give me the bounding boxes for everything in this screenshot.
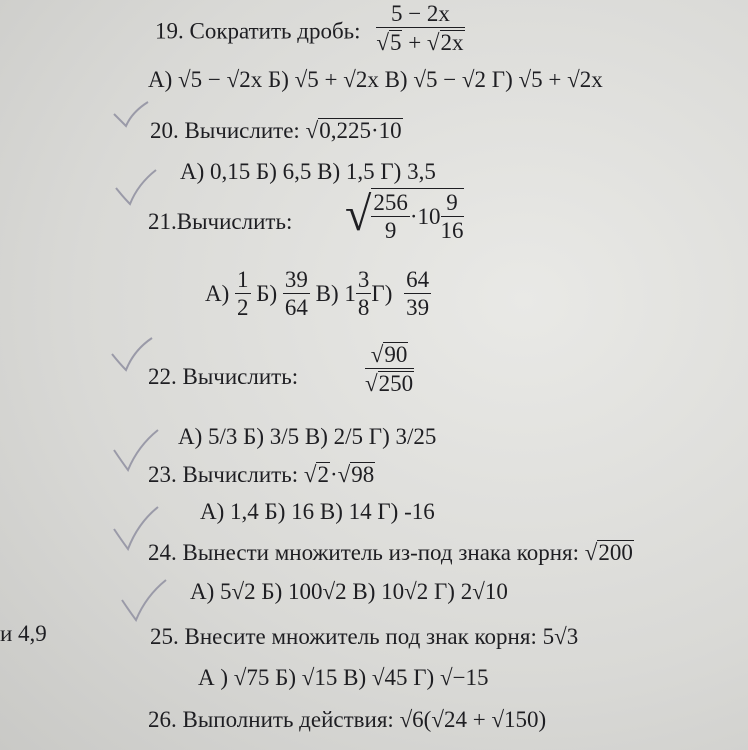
numerator: 256: [373, 190, 408, 215]
question-23: 23. Вычислить: √2·√98: [148, 462, 375, 487]
radicand: 0,225·10: [319, 118, 402, 143]
question-title: 24. Вынести множитель из-под знака корня:: [148, 540, 579, 565]
side-note: и 4,9: [0, 621, 47, 646]
answers-20: А) 0,15 Б) 6,5 В) 1,5 Г) 3,5: [180, 159, 436, 184]
answers-23: А) 1,4 Б) 16 В) 14 Г) -16: [200, 499, 435, 524]
question-24: 24. Вынести множитель из-под знака корня: √200: [148, 540, 633, 565]
question-21-expr: √ $\frac{256}{9}$ ·10 $\frac{9}{16}$: [345, 188, 464, 243]
question-21-title: 21.Вычислить:: [148, 209, 293, 234]
question-22-title: 22. Вычислить:: [148, 364, 299, 389]
check-mark-icon: [112, 168, 158, 208]
check-mark-icon: [110, 100, 150, 130]
question-20: 20. Вычислите: √0,225·10: [150, 118, 402, 143]
fraction: [376, 2, 464, 54]
expression: 5√3: [542, 624, 579, 649]
question-title: 23. Вычислить:: [148, 462, 299, 487]
numerator: 9: [446, 190, 458, 215]
question-22-expr: $\frac{√90}{√250}$: [365, 342, 414, 396]
check-mark-icon: [118, 578, 168, 624]
expression: √6(√24 + √150): [399, 707, 547, 732]
answers-19: А) √5 − √2x Б) √5 + √2x В) √5 − √2 Г) √5 + √2x: [148, 67, 603, 92]
question-title: 25. Внесите множитель под знак корня:: [150, 624, 537, 649]
question-title: 19. Сократить дробь:: [155, 18, 361, 44]
answers-25: А ) √75 Б) √15 В) √45 Г) √−15: [198, 665, 489, 690]
denominator: 250: [378, 371, 414, 396]
question-26: [148, 708, 546, 731]
question-title: 20. Вычислите:: [150, 118, 300, 143]
numerator: 90: [384, 342, 408, 367]
denominator: 16: [440, 218, 464, 243]
denominator: √5 + √2x: [376, 30, 464, 55]
answers-24: А) 5√2 Б) 100√2 В) 10√2 Г) 2√10: [190, 579, 508, 604]
answers-22: А) 5/3 Б) 3/5 В) 2/5 Г) 3/25: [178, 424, 437, 449]
question-19: [155, 1, 465, 55]
answers-21: А) $\frac{1}{2}$ Б) $\frac{39}{64}$ В) 1 $\frac{3}{8}$ Г) $\frac{64}{39}$: [205, 267, 430, 320]
question-title: 26. Выполнить действия:: [148, 707, 394, 732]
question-25: [150, 625, 578, 648]
radicand: 200: [598, 540, 633, 565]
numerator: 5 − 2x: [390, 1, 450, 26]
denominator: 9: [384, 218, 397, 243]
multiplier: ·10: [409, 204, 441, 229]
